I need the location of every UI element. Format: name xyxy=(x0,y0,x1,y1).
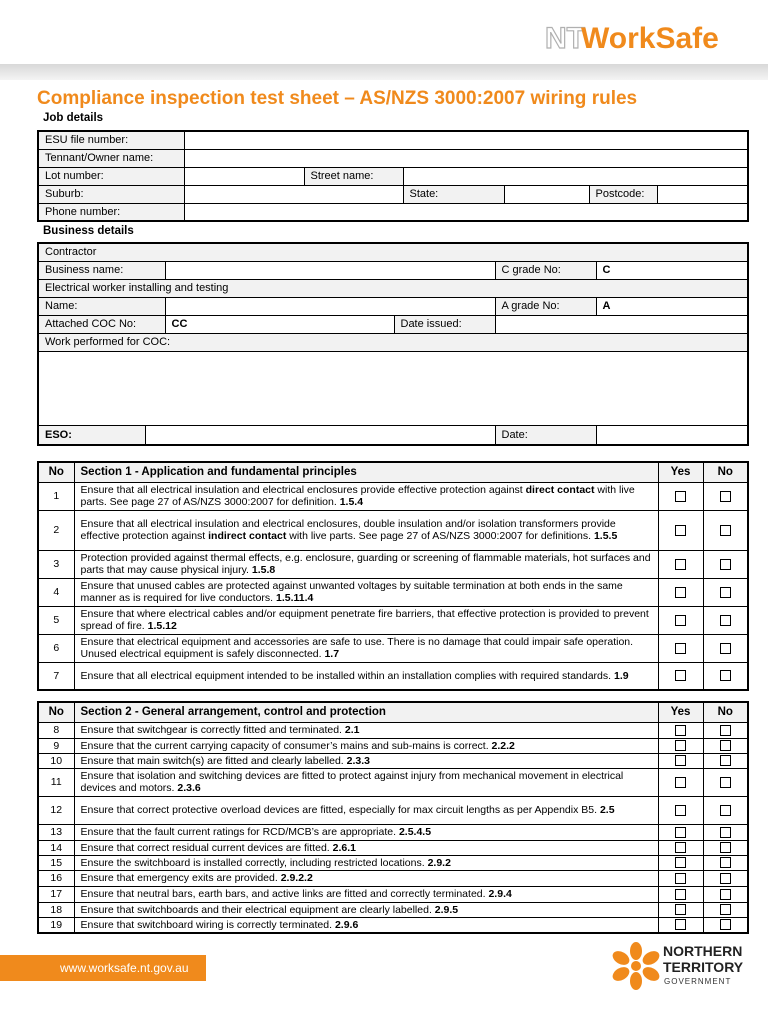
section1-no-answer-header: No xyxy=(703,462,748,482)
checklist-row xyxy=(38,634,748,662)
checklist-row xyxy=(38,917,748,933)
yes-checkbox-cell xyxy=(658,662,703,690)
row-number: 14 xyxy=(38,840,74,855)
worker-name-field[interactable] xyxy=(165,297,495,315)
checklist-row xyxy=(38,510,748,550)
gov-name-line3: GOVERNMENT xyxy=(664,977,732,986)
requirement-text: Ensure that switchgear is correctly fitted and terminated. 2.1 xyxy=(74,722,658,738)
work-performed-label: Work performed for COC: xyxy=(38,333,748,351)
no-checkbox[interactable] xyxy=(720,805,731,816)
checklist-row xyxy=(38,482,748,510)
yes-checkbox[interactable] xyxy=(675,587,686,598)
no-checkbox-cell xyxy=(703,482,748,510)
requirement-text: Ensure that electrical equipment and accessories are safe to use. There is no damage that could impair safe operation. Unused electrical equipment is safely disconnected. 1.7 xyxy=(74,634,658,662)
no-checkbox-cell xyxy=(703,738,748,753)
row-number: 17 xyxy=(38,886,74,902)
work-performed-field[interactable] xyxy=(38,351,748,425)
yes-checkbox[interactable] xyxy=(675,805,686,816)
tenant-owner-name-field[interactable] xyxy=(184,149,748,167)
requirement-text: Ensure that all electrical equipment intended to be installed within an installation complies with required standards. 1.9 xyxy=(74,662,658,690)
row-number: 1 xyxy=(38,482,74,510)
yes-checkbox-cell xyxy=(658,768,703,796)
requirement-text: Ensure that all electrical insulation and electrical enclosures provide effective protection against direct contact with live parts. See page 27 of AS/NZS 3000:2007 for definition. 1.5.4 xyxy=(74,482,658,510)
checklist-row xyxy=(38,722,748,738)
no-checkbox-cell xyxy=(703,886,748,902)
header-bar xyxy=(0,64,768,80)
no-checkbox[interactable] xyxy=(720,491,731,502)
business-name-label: Business name: xyxy=(38,261,165,279)
requirement-text: Ensure that the current carrying capacity of consumer’s mains and sub-mains is correct. 2.2.2 xyxy=(74,738,658,753)
eso-label: ESO: xyxy=(38,425,145,445)
section2-title: Section 2 - General arrangement, control and protection xyxy=(74,702,658,722)
a-grade-no-field[interactable]: A xyxy=(596,297,748,315)
yes-checkbox-cell xyxy=(658,510,703,550)
postcode-field[interactable] xyxy=(657,185,748,203)
no-checkbox[interactable] xyxy=(720,615,731,626)
phone-number-label: Phone number: xyxy=(38,203,184,221)
footer-website-link[interactable]: www.worksafe.nt.gov.au xyxy=(60,961,189,975)
a-grade-no-label: A grade No: xyxy=(495,297,596,315)
date-issued-label: Date issued: xyxy=(394,315,495,333)
checklist-row xyxy=(38,662,748,690)
yes-checkbox-cell xyxy=(658,550,703,578)
yes-checkbox[interactable] xyxy=(675,857,686,868)
yes-checkbox-cell xyxy=(658,855,703,870)
yes-checkbox[interactable] xyxy=(675,615,686,626)
requirement-text: Ensure that all electrical insulation and electrical enclosures, double insulation and/or isolation transformers provide effective protection against indirect contact with live parts. See page 27 of AS/NZS 3000:2007 for definitions. 1.5.5 xyxy=(74,510,658,550)
yes-checkbox[interactable] xyxy=(675,643,686,654)
street-name-field[interactable] xyxy=(403,167,748,185)
business-details-table xyxy=(37,242,749,446)
checklist-row xyxy=(38,902,748,917)
no-checkbox-cell xyxy=(703,870,748,886)
ntworksafe-logo xyxy=(545,14,735,62)
yes-checkbox-cell xyxy=(658,917,703,933)
no-checkbox[interactable] xyxy=(720,755,731,766)
esu-file-number-label: ESU file number: xyxy=(38,131,184,149)
yes-checkbox[interactable] xyxy=(675,491,686,502)
row-number: 13 xyxy=(38,824,74,840)
state-field[interactable] xyxy=(504,185,589,203)
yes-checkbox[interactable] xyxy=(675,889,686,900)
checklist-row xyxy=(38,870,748,886)
no-checkbox[interactable] xyxy=(720,525,731,536)
requirement-text: Ensure that the fault current ratings for RCD/MCB’s are appropriate. 2.5.4.5 xyxy=(74,824,658,840)
date-issued-field[interactable] xyxy=(495,315,748,333)
section2-table xyxy=(37,701,749,934)
no-checkbox-cell xyxy=(703,722,748,738)
yes-checkbox-cell xyxy=(658,796,703,824)
contractor-label: Contractor xyxy=(38,243,748,261)
row-number: 5 xyxy=(38,606,74,634)
row-number: 6 xyxy=(38,634,74,662)
yes-checkbox-cell xyxy=(658,840,703,855)
no-checkbox[interactable] xyxy=(720,904,731,915)
no-checkbox[interactable] xyxy=(720,889,731,900)
no-checkbox-cell xyxy=(703,634,748,662)
requirement-text: Ensure that correct residual current devices are fitted. 2.6.1 xyxy=(74,840,658,855)
no-checkbox[interactable] xyxy=(720,643,731,654)
no-checkbox-cell xyxy=(703,902,748,917)
checklist-row xyxy=(38,824,748,840)
page-title: Compliance inspection test sheet – AS/NZS 3000:2007 wiring rules xyxy=(37,88,638,109)
yes-checkbox[interactable] xyxy=(675,873,686,884)
yes-checkbox[interactable] xyxy=(675,740,686,751)
yes-checkbox[interactable] xyxy=(675,919,686,930)
street-name-label: Street name: xyxy=(304,167,403,185)
yes-checkbox[interactable] xyxy=(675,842,686,853)
section1-no-header: No xyxy=(38,462,74,482)
yes-checkbox[interactable] xyxy=(675,904,686,915)
yes-checkbox[interactable] xyxy=(675,525,686,536)
no-checkbox-cell xyxy=(703,662,748,690)
section2-yes-header: Yes xyxy=(658,702,703,722)
yes-checkbox-cell xyxy=(658,482,703,510)
no-checkbox[interactable] xyxy=(720,842,731,853)
c-grade-no-field[interactable]: C xyxy=(596,261,748,279)
row-number: 9 xyxy=(38,738,74,753)
section1-yes-header: Yes xyxy=(658,462,703,482)
tenant-owner-name-label: Tennant/Owner name: xyxy=(38,149,184,167)
requirement-text: Ensure that neutral bars, earth bars, and active links are fitted and correctly terminated. 2.9.4 xyxy=(74,886,658,902)
row-number: 16 xyxy=(38,870,74,886)
job-details-table xyxy=(37,130,749,222)
row-number: 7 xyxy=(38,662,74,690)
no-checkbox[interactable] xyxy=(720,587,731,598)
no-checkbox-cell xyxy=(703,855,748,870)
no-checkbox[interactable] xyxy=(720,559,731,570)
requirement-text: Ensure that switchboards and their electrical equipment are clearly labelled. 2.9.5 xyxy=(74,902,658,917)
requirement-text: Ensure the switchboard is installed correctly, including restricted locations. 2.9.2 xyxy=(74,855,658,870)
row-number: 3 xyxy=(38,550,74,578)
no-checkbox-cell xyxy=(703,510,748,550)
no-checkbox[interactable] xyxy=(720,725,731,736)
no-checkbox[interactable] xyxy=(720,670,731,681)
eso-field[interactable] xyxy=(145,425,495,445)
yes-checkbox[interactable] xyxy=(675,559,686,570)
checklist-row xyxy=(38,550,748,578)
business-name-field[interactable] xyxy=(165,261,495,279)
requirement-text: Ensure that isolation and switching devices are fitted to protect against injury from mechanical movement in electrical devices and motors. 2.3.6 xyxy=(74,768,658,796)
no-checkbox-cell xyxy=(703,840,748,855)
section2-no-answer-header: No xyxy=(703,702,748,722)
checklist-row xyxy=(38,606,748,634)
yes-checkbox-cell xyxy=(658,870,703,886)
nt-government-emblem-icon xyxy=(611,940,661,992)
row-number: 15 xyxy=(38,855,74,870)
logo-worksafe-text: WorkSafe xyxy=(581,22,719,55)
yes-checkbox[interactable] xyxy=(675,725,686,736)
no-checkbox[interactable] xyxy=(720,857,731,868)
logo-nt-text: NT xyxy=(545,22,585,55)
yes-checkbox-cell xyxy=(658,578,703,606)
date-label: Date: xyxy=(495,425,596,445)
no-checkbox-cell xyxy=(703,606,748,634)
suburb-label: Suburb: xyxy=(38,185,184,203)
suburb-field[interactable] xyxy=(184,185,403,203)
checklist-row xyxy=(38,753,748,768)
requirement-text: Ensure that correct protective overload devices are fitted, especially for max circuit lengths as per Appendix B5. 2.5 xyxy=(74,796,658,824)
checklist-row xyxy=(38,855,748,870)
yes-checkbox-cell xyxy=(658,902,703,917)
checklist-row xyxy=(38,840,748,855)
yes-checkbox-cell xyxy=(658,753,703,768)
gov-name-line2: TERRITORY xyxy=(663,959,744,975)
job-details-heading: Job details xyxy=(43,112,104,124)
no-checkbox-cell xyxy=(703,796,748,824)
checklist-row xyxy=(38,738,748,753)
row-number: 2 xyxy=(38,510,74,550)
yes-checkbox[interactable] xyxy=(675,777,686,788)
row-number: 4 xyxy=(38,578,74,606)
no-checkbox[interactable] xyxy=(720,873,731,884)
checklist-row xyxy=(38,796,748,824)
lot-number-label: Lot number: xyxy=(38,167,184,185)
worker-name-label: Name: xyxy=(38,297,165,315)
yes-checkbox-cell xyxy=(658,886,703,902)
row-number: 18 xyxy=(38,902,74,917)
row-number: 11 xyxy=(38,768,74,796)
business-details-heading: Business details xyxy=(43,225,134,237)
checklist-row xyxy=(38,768,748,796)
state-label: State: xyxy=(403,185,504,203)
yes-checkbox[interactable] xyxy=(675,755,686,766)
no-checkbox-cell xyxy=(703,768,748,796)
postcode-label: Postcode: xyxy=(589,185,657,203)
requirement-text: Ensure that where electrical cables and/or equipment penetrate fire barriers, that effective protection is provided to prevent spread of fire. 1.5.12 xyxy=(74,606,658,634)
no-checkbox-cell xyxy=(703,824,748,840)
yes-checkbox[interactable] xyxy=(675,670,686,681)
no-checkbox[interactable] xyxy=(720,827,731,838)
yes-checkbox-cell xyxy=(658,722,703,738)
no-checkbox-cell xyxy=(703,578,748,606)
yes-checkbox-cell xyxy=(658,606,703,634)
yes-checkbox-cell xyxy=(658,634,703,662)
date-field[interactable] xyxy=(596,425,748,445)
section2-no-header: No xyxy=(38,702,74,722)
requirement-text: Ensure that main switch(s) are fitted and clearly labelled. 2.3.3 xyxy=(74,753,658,768)
electrical-worker-label: Electrical worker installing and testing xyxy=(38,279,748,297)
row-number: 8 xyxy=(38,722,74,738)
no-checkbox[interactable] xyxy=(720,919,731,930)
no-checkbox-cell xyxy=(703,550,748,578)
requirement-text: Protection provided against thermal effects, e.g. enclosure, guarding or screening of flammable materials, hot surfaces and parts that may cause physical injury. 1.5.8 xyxy=(74,550,658,578)
yes-checkbox-cell xyxy=(658,824,703,840)
attached-coc-no-label: Attached COC No: xyxy=(38,315,165,333)
checklist-row xyxy=(38,578,748,606)
row-number: 12 xyxy=(38,796,74,824)
requirement-text: Ensure that emergency exits are provided. 2.9.2.2 xyxy=(74,870,658,886)
gov-name-line1: NORTHERN xyxy=(663,943,743,959)
lot-number-field[interactable] xyxy=(184,167,304,185)
yes-checkbox-cell xyxy=(658,738,703,753)
requirement-text: Ensure that switchboard wiring is correctly terminated. 2.9.6 xyxy=(74,917,658,933)
no-checkbox[interactable] xyxy=(720,740,731,751)
phone-number-field[interactable] xyxy=(184,203,748,221)
row-number: 10 xyxy=(38,753,74,768)
no-checkbox-cell xyxy=(703,753,748,768)
row-number: 19 xyxy=(38,917,74,933)
section1-table xyxy=(37,461,749,691)
attached-coc-no-field[interactable]: CC xyxy=(165,315,394,333)
requirement-text: Ensure that unused cables are protected against unwanted voltages by suitable termination at both ends in the same manner as is required for live conductors. 1.5.11.4 xyxy=(74,578,658,606)
section1-title: Section 1 - Application and fundamental principles xyxy=(74,462,658,482)
checklist-row xyxy=(38,886,748,902)
esu-file-number-field[interactable] xyxy=(184,131,748,149)
c-grade-no-label: C grade No: xyxy=(495,261,596,279)
no-checkbox[interactable] xyxy=(720,777,731,788)
yes-checkbox[interactable] xyxy=(675,827,686,838)
no-checkbox-cell xyxy=(703,917,748,933)
